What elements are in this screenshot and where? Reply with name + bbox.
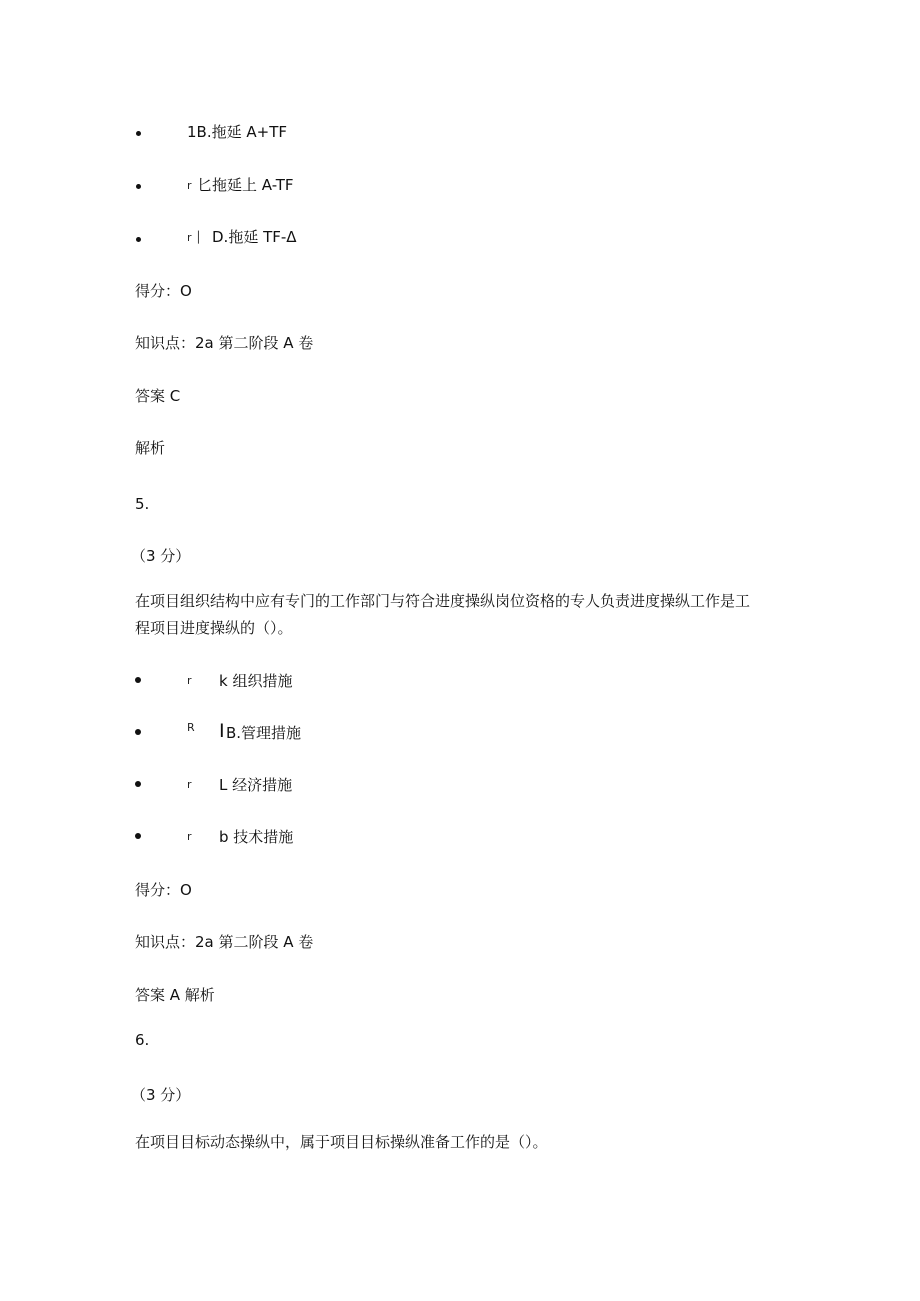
q4-score: 得分：O	[135, 282, 192, 300]
q4-option-c-marker: r	[187, 179, 192, 192]
q4-option-bullet	[136, 184, 141, 189]
q5-option-a[interactable]: k 组织措施	[219, 672, 293, 690]
q5-score: 得分：O	[135, 881, 192, 899]
q5-option-d-marker: r	[187, 830, 192, 843]
q5-option-c-marker: r	[187, 778, 192, 791]
q5-option-b[interactable]: B.管理措施	[226, 724, 302, 742]
q5-option-bullet	[135, 833, 141, 839]
q5-knowledge-point: 知识点：2a 第二阶段 A 卷	[135, 933, 314, 951]
q4-option-b[interactable]: 1B.拖延 A+TF	[187, 123, 287, 141]
q4-option-c[interactable]: 匕拖延上 A-TF	[197, 176, 294, 194]
q6-number: 6.	[135, 1031, 150, 1049]
q5-points: （3 分）	[131, 547, 191, 565]
q4-knowledge-point: 知识点：2a 第二阶段 A 卷	[135, 334, 314, 352]
q4-option-bullet	[136, 237, 141, 242]
q5-number: 5.	[135, 495, 150, 513]
q5-option-b-prefix: I	[219, 720, 225, 742]
q5-answer-analysis: 答案 A 解析	[135, 986, 215, 1004]
q5-option-bullet	[135, 729, 141, 735]
q4-option-d-marker: r │	[187, 231, 202, 244]
q4-option-bullet	[136, 131, 141, 136]
q6-stem: 在项目目标动态操纵中，属于项目目标操纵准备工作的是（）。	[135, 1133, 548, 1151]
q5-option-bullet	[135, 677, 141, 683]
q5-stem-line1: 在项目组织结构中应有专门的工作部门与符合进度操纵岗位资格的专人负责进度操纵工作是工	[135, 592, 751, 610]
q4-option-d[interactable]: D.拖延 TF-Δ	[212, 228, 297, 246]
q6-points: （3 分）	[131, 1086, 191, 1104]
q4-answer: 答案 C	[135, 387, 181, 405]
q5-option-d[interactable]: b 技术措施	[219, 828, 294, 846]
q5-option-b-marker: R	[187, 721, 195, 734]
q5-stem-line2: 程项目进度操纵的（）。	[135, 619, 293, 637]
q4-analysis: 解析	[135, 439, 166, 457]
q5-option-c[interactable]: L 经济措施	[219, 776, 293, 794]
q5-option-bullet	[135, 781, 141, 787]
q5-option-a-marker: r	[187, 674, 192, 687]
